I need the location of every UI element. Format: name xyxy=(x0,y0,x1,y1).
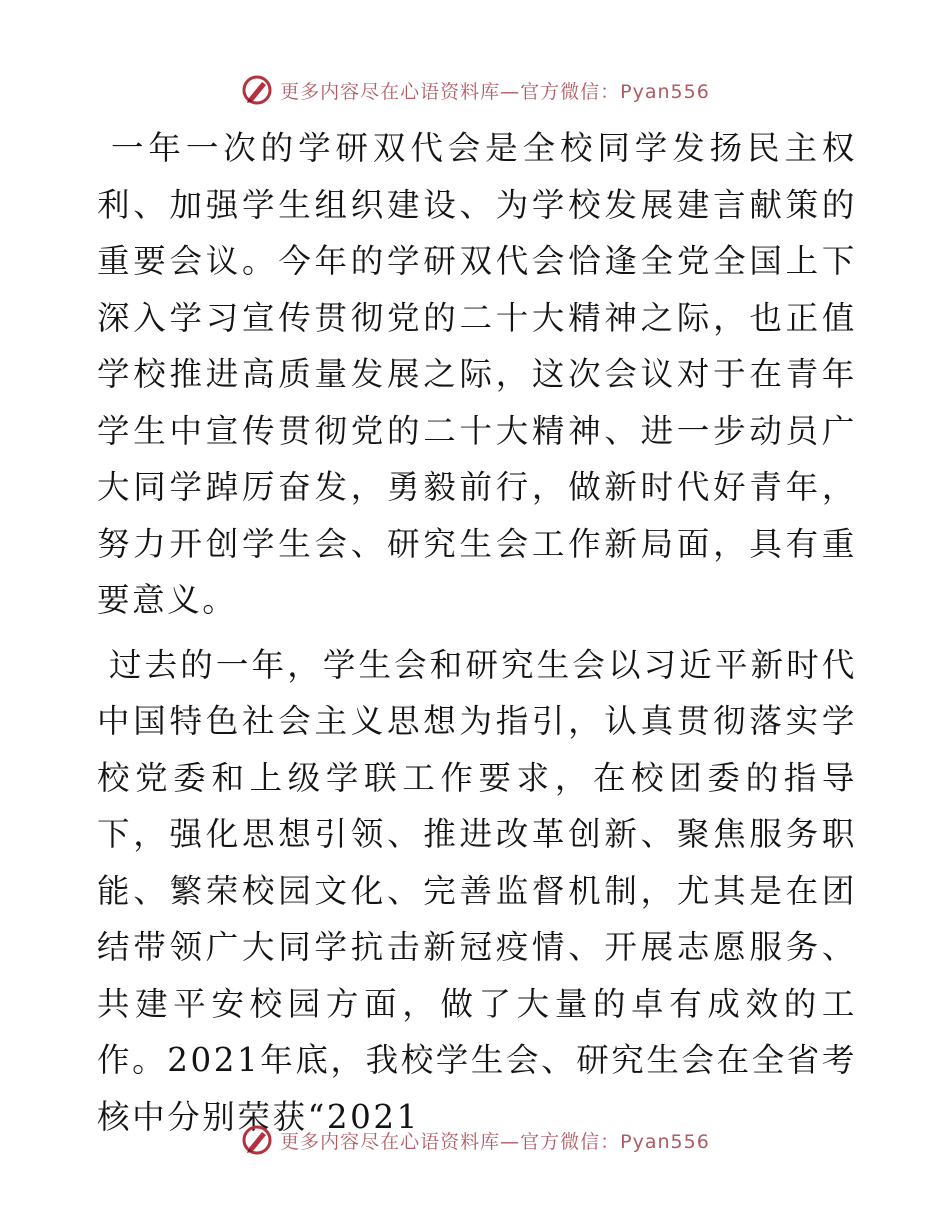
paragraph: 过去的一年，学生会和研究生会以习近平新时代中国特色社会主义思想为指引，认真贯彻落实学校党委和上级学联工作要求，在校团委的指导下，强化思想引领、推进改革创新、聚焦服务职能、繁荣校园文化、完善监督机制，尤其是在团结带领广大同学抗击新冠疫情、开展志愿服务、共建平安校园方面，做了大量的卓有成效的工作。2021年底，我校学生会、研究生会在全省考核中分别荣获“2021 xyxy=(97,645,858,1136)
pen-logo-icon xyxy=(240,1123,274,1157)
header-watermark-text: 更多内容尽在心语资料库—官方微信：Pyan556 xyxy=(280,80,710,103)
pen-logo-icon xyxy=(240,73,274,107)
document-body xyxy=(97,120,857,1153)
paragraph: 一年一次的学研双代会是全校同学发扬民主权利、加强学生组织建设、为学校发展建言献策的重要会议。今年的学研双代会恰逢全党全国上下深入学习宣传贯彻党的二十大精神之际，也正值学校推进高质量发展之际，这次会议对于在青年学生中宣传贯彻党的二十大精神、进一步动员广大同学踔厉奋发，勇毅前行，做新时代好青年，努力开创学生会、研究生会工作新局面，具有重要意义。 xyxy=(97,129,857,619)
header-watermark xyxy=(0,70,950,110)
footer-watermark-text: 更多内容尽在心语资料库—官方微信：Pyan556 xyxy=(280,1130,710,1153)
footer-watermark xyxy=(0,1120,950,1160)
